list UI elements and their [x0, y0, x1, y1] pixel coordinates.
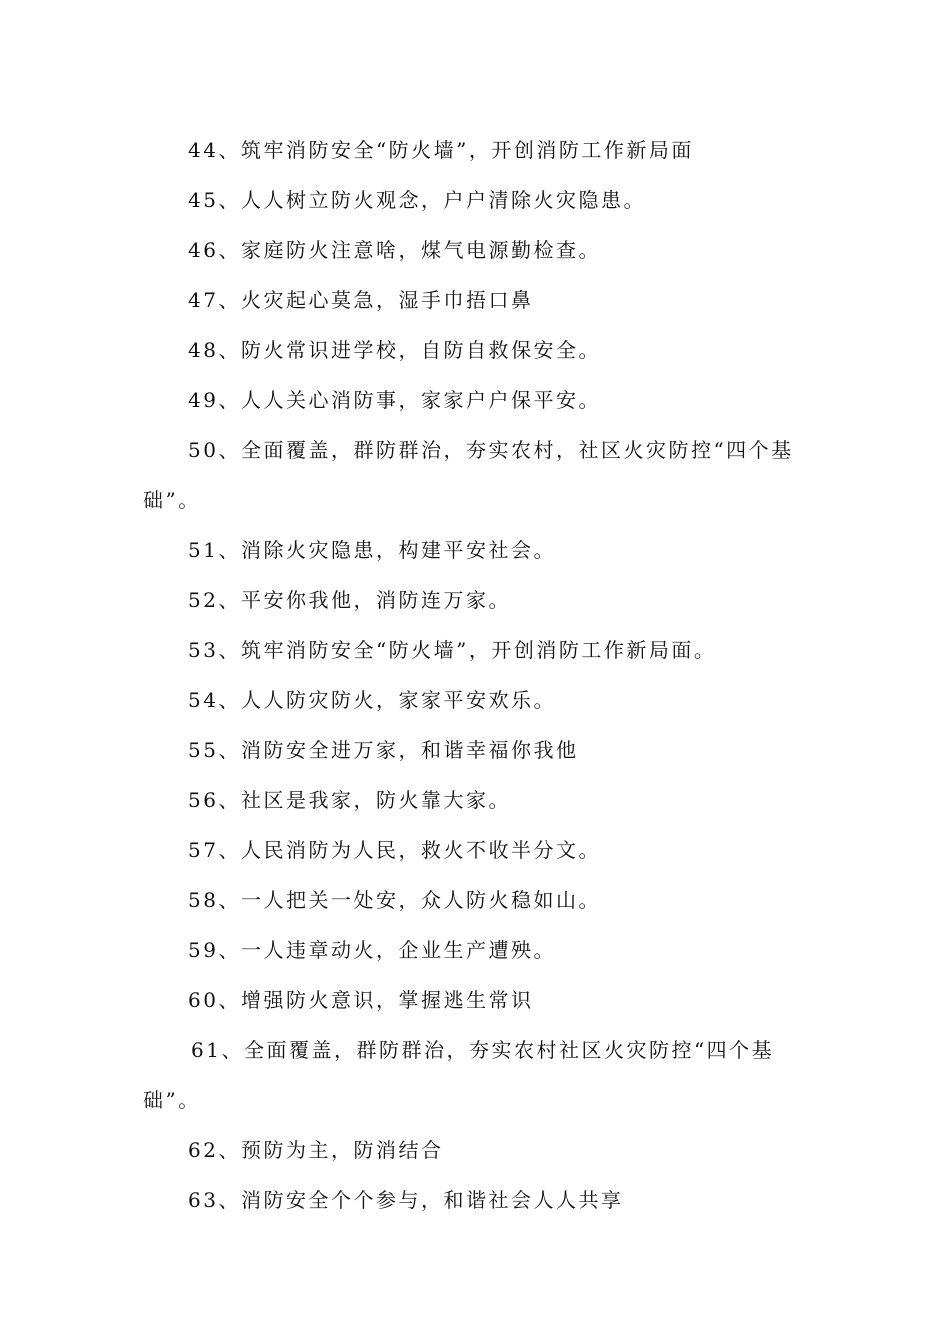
slogan-line-56: 56、社区是我家，防火靠大家。 — [188, 788, 511, 812]
slogan-line-61: 61、全面覆盖，群防群治，夯实农村社区火灾防控“四个基 — [191, 1038, 775, 1062]
slogan-line-50-continued: 础”。 — [143, 488, 201, 512]
slogan-line-55: 55、消防安全进万家，和谐幸福你我他 — [188, 738, 579, 762]
slogan-line-48: 48、防火常识进学校，自防自救保安全。 — [188, 338, 601, 362]
slogan-line-63: 63、消防安全个个参与，和谐社会人人共享 — [188, 1188, 624, 1212]
slogan-line-62: 62、预防为主，防消结合 — [188, 1138, 444, 1162]
slogan-line-52: 52、平安你我他，消防连万家。 — [188, 588, 511, 612]
slogan-line-49: 49、人人关心消防事，家家户户保平安。 — [188, 388, 601, 412]
slogan-line-61-continued: 础”。 — [143, 1088, 201, 1112]
slogan-line-50: 50、全面覆盖，群防群治，夯实农村，社区火灾防控“四个基 — [188, 438, 794, 462]
slogan-line-46: 46、家庭防火注意啥，煤气电源勤检查。 — [188, 238, 601, 262]
slogan-line-47: 47、火灾起心莫急，湿手巾捂口鼻 — [188, 288, 534, 312]
slogan-line-60: 60、增强防火意识，掌握逃生常识 — [188, 988, 534, 1012]
slogan-line-45: 45、人人树立防火观念，户户清除火灾隐患。 — [188, 188, 646, 212]
slogan-line-59: 59、一人违章动火，企业生产遭殃。 — [188, 938, 556, 962]
slogan-line-53: 53、筑牢消防安全“防火墙”，开创消防工作新局面。 — [188, 638, 717, 662]
slogan-line-58: 58、一人把关一处安，众人防火稳如山。 — [188, 888, 601, 912]
slogan-line-51: 51、消除火灾隐患，构建平安社会。 — [188, 538, 556, 562]
slogan-line-57: 57、人民消防为人民，救火不收半分文。 — [188, 838, 601, 862]
slogan-line-54: 54、人人防灾防火，家家平安欢乐。 — [188, 688, 556, 712]
slogan-line-44: 44、筑牢消防安全“防火墙”，开创消防工作新局面 — [188, 138, 694, 162]
